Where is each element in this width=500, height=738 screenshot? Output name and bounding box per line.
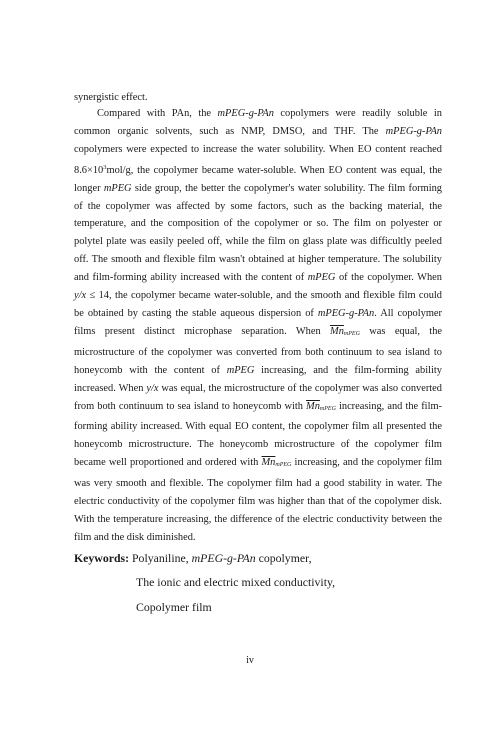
keywords-label: Keywords: xyxy=(74,551,130,565)
keyword-item: The ionic and electric mixed conductivity, xyxy=(136,575,336,589)
keyword-item: Copolymer film xyxy=(136,600,212,614)
page-number: iv xyxy=(246,655,254,666)
keywords-line: Keywords: Polyaniline, mPEG-g-PAn copolymer, xyxy=(74,551,312,565)
paragraph-continuation: synergistic effect. xyxy=(74,92,148,103)
abstract-paragraph: Compared with PAn, the mPEG-g-PAn copolymers were readily soluble in common organic solvents, such as NMP, DMSO, and THF. The mPEG-g-PAn copolymers were expected to increase the water solubility. When EO content reached $8.6\times 10^3mol/g$, the copolymer became water-soluble. When EO content was equal, the longer mPEG side group, the better the copolymer's water solubility. The film forming of the copolymer was affected by some factors, such as the backing material, the temperature, and the composition of the copolymer or so. The film on polyester or polytel plate was easily peeled off, while the film on glass plate was difficultly peeled off. The smooth and flexible film wasn't obtained at higher temperature. The solubility and film-forming ability increased with the content of mPEG of the copolymer. When y/x ≤ 14, the copolymer became water-soluble, and the smooth and flexible film could be obtained by casting the stable aqueous dispersion of mPEG-g-PAn. All copolymer films present distinct microphase separation. When $\overline{Mn}_{mPEG}$ was equal, the microstructure of the copolymer was converted from both continuum to sea island to honeycomb with the content of mPEG increasing, and the film-forming ability increased. When y/x was equal, the microstructure of the copolymer was also converted from both continuum to sea island to honeycomb with $\overline{Mn}_{mPEG}$ increasing, and the film-forming ability increased. With equal EO content, the copolymer film all presented the honeycomb microstructure. The honeycomb microstructure of the copolymer film became well proportioned and ordered with $\overline{Mn}_{mPEG}$ increasing, and the copolymer film was very smooth and flexible. The copolymer film had a good stability in water. The electric conductivity of the copolymer film was higher than that of the copolymer disk. With the temperature increasing, the difference of the electric conductivity between the film and the disk diminished. xyxy=(74,108,442,543)
